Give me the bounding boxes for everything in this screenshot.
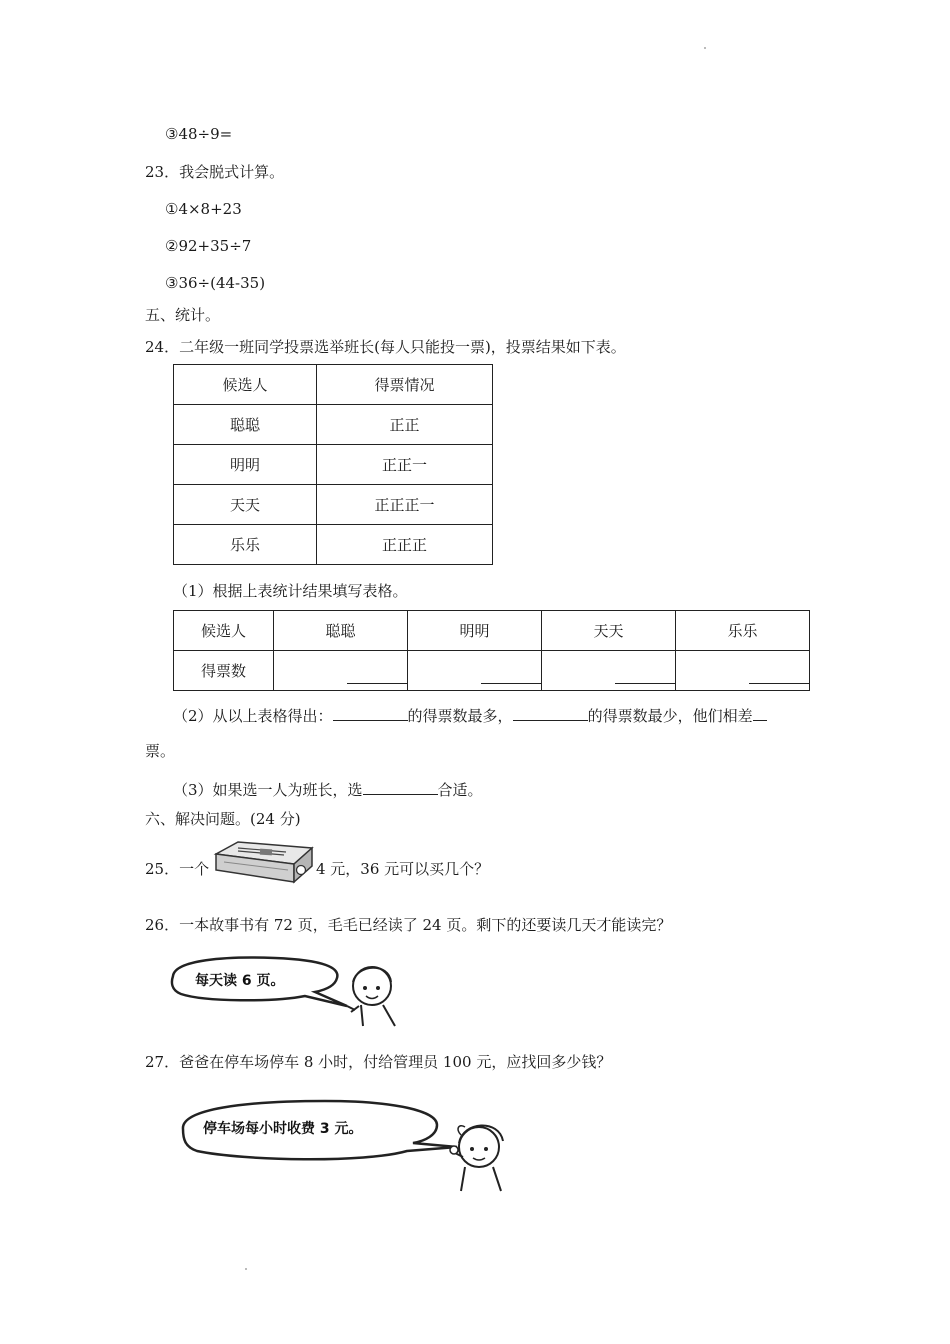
candidate-name: 乐乐 (676, 611, 810, 651)
q25-prefix: 25．一个 (145, 860, 210, 878)
candidate-name: 天天 (542, 611, 676, 651)
q22-item-3: ③48÷9= (165, 125, 233, 143)
q24-sub-2-text-b: 的得票数最多， (407, 707, 513, 725)
speech-bubble-girl-illustration (165, 950, 405, 1030)
q23-item-1: ①4×8+23 (165, 200, 242, 218)
answer-blank[interactable] (749, 667, 809, 684)
header-candidate: 候选人 (174, 611, 274, 651)
q24-sub-2-text-c: 的得票数最少，他们相差 (587, 707, 753, 725)
q24-sub-1: （1）根据上表统计结果填写表格。 (173, 582, 408, 600)
q23-item-2: ②92+35÷7 (165, 237, 252, 255)
table-row (174, 405, 493, 445)
section-6-title: 六、解决问题。(24 分) (145, 810, 301, 828)
table-row (174, 445, 493, 485)
answer-blank[interactable] (347, 667, 407, 684)
table-row (174, 365, 493, 405)
tally-marks: 正正正一 (317, 485, 493, 525)
table-row (174, 485, 493, 525)
scan-speck (245, 1268, 247, 1270)
answer-blank[interactable] (753, 704, 767, 721)
tally-marks: 正正 (317, 405, 493, 445)
scan-speck (704, 47, 706, 49)
q24-sub-2-text-a: （2）从以上表格得出： (173, 707, 333, 725)
q24-sub-3-text-a: （3）如果选一人为班长，选 (173, 781, 363, 799)
candidate-name: 聪聪 (174, 405, 317, 445)
q27-bubble-text: 停车场每小时收费 3 元。 (203, 1121, 363, 1137)
candidate-name: 明明 (174, 445, 317, 485)
vote-count-cell[interactable] (274, 651, 408, 691)
pencil-sharpener-icon (208, 840, 314, 888)
candidate-name: 聪聪 (274, 611, 408, 651)
candidate-name: 乐乐 (174, 525, 317, 565)
speech-bubble-boy-illustration (175, 1095, 535, 1195)
vote-count-cell[interactable] (408, 651, 542, 691)
q23-item-3: ③36÷(44-35) (165, 274, 266, 292)
tally-marks: 正正一 (317, 445, 493, 485)
answer-blank[interactable] (513, 704, 588, 721)
header-tally: 得票情况 (317, 365, 493, 405)
q24-sub-3-text-b: 合适。 (437, 781, 483, 799)
table-row (174, 525, 493, 565)
answer-blank[interactable] (615, 667, 675, 684)
candidate-name: 明明 (408, 611, 542, 651)
answer-blank[interactable] (481, 667, 541, 684)
table-row (174, 651, 810, 691)
vote-tally-table (173, 364, 493, 565)
header-candidate: 候选人 (174, 365, 317, 405)
candidate-name: 天天 (174, 485, 317, 525)
vote-count-cell[interactable] (676, 651, 810, 691)
q25-suffix: 4 元，36 元可以买几个？ (316, 860, 490, 878)
q23-stem: 23．我会脱式计算。 (145, 163, 285, 181)
answer-blank[interactable] (333, 704, 408, 721)
table-row (174, 611, 810, 651)
q27-stem: 27．爸爸在停车场停车 8 小时，付给管理员 100 元，应找回多少钱？ (145, 1053, 612, 1071)
tally-marks: 正正正 (317, 525, 493, 565)
vote-count-cell[interactable] (542, 651, 676, 691)
q24-sub-2 (173, 704, 767, 726)
answer-blank[interactable] (363, 778, 438, 795)
q24-sub-3 (173, 778, 483, 800)
q26-stem: 26．一本故事书有 72 页，毛毛已经读了 24 页。剩下的还要读几天才能读完？ (145, 916, 672, 934)
header-vote-count: 得票数 (174, 651, 274, 691)
q26-bubble-text: 每天读 6 页。 (195, 973, 285, 989)
vote-count-table (173, 610, 810, 691)
section-5-title: 五、统计。 (145, 306, 221, 324)
q24-stem: 24．二年级一班同学投票选举班长(每人只能投一票)，投票结果如下表。 (145, 338, 626, 356)
q24-sub-2-end: 票。 (145, 742, 176, 760)
